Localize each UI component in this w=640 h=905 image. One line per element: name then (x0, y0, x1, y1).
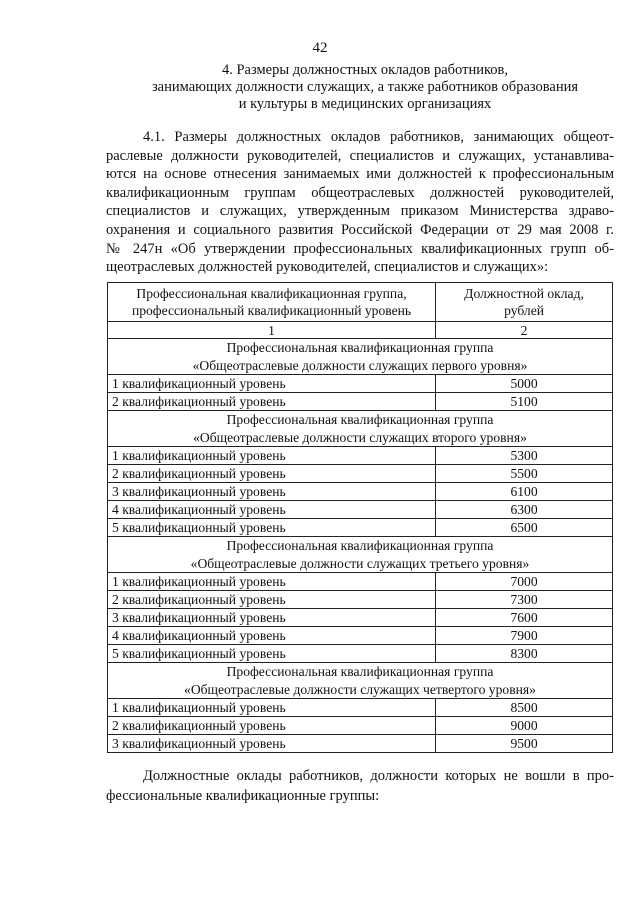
salary-value: 5100 (436, 393, 613, 411)
table-row (108, 627, 613, 645)
intro-line: щеотраслевых должностей руководителей, специалистов и служащих»: (106, 259, 549, 276)
salary-value: 5300 (436, 447, 613, 465)
qualification-level: 2 квалификационный уровень (108, 393, 436, 411)
salary-value: 8500 (436, 699, 613, 717)
salary-value: 5500 (436, 465, 613, 483)
salary-value: 6100 (436, 483, 613, 501)
qualification-level: 3 квалификационный уровень (108, 483, 436, 501)
page-number: 42 (312, 40, 328, 56)
qualification-level: 3 квалификационный уровень (108, 609, 436, 627)
section-heading-line: 4. Размеры должностных окладов работников, (221, 62, 509, 78)
qualification-level: 1 квалификационный уровень (108, 573, 436, 591)
table-row (108, 519, 613, 537)
column-number: 2 (436, 322, 613, 339)
group-title-row (108, 411, 613, 447)
qualification-level: 1 квалификационный уровень (108, 447, 436, 465)
table-row (108, 447, 613, 465)
table-row (108, 735, 613, 753)
salary-value: 9000 (436, 717, 613, 735)
group-title (108, 411, 613, 447)
table-row (108, 609, 613, 627)
section-heading (105, 62, 625, 113)
footer-line: фессиональные квалификационные группы: (106, 788, 380, 804)
group-title-line: Профессиональная квалификационная группа (226, 664, 494, 679)
salary-value: 7300 (436, 591, 613, 609)
group-title-row (108, 339, 613, 375)
salary-table (107, 282, 613, 753)
group-title-line: «Общеотраслевые должности служащих третьего уровня» (190, 555, 530, 571)
qualification-level: 1 квалификационный уровень (108, 375, 436, 393)
group-title-line: Профессиональная квалификационная группа (226, 412, 494, 427)
header-qualification-group: Профессиональная квалификационная группа, профессиональный квалификационный уровень (108, 283, 436, 322)
table-row (108, 465, 613, 483)
header-salary: Должностной оклад, рублей (436, 283, 613, 322)
intro-line: охранения и социального развития Российской Федерации от 29 мая 2008 г. (106, 221, 614, 238)
salary-value: 5000 (436, 375, 613, 393)
table-row (108, 483, 613, 501)
qualification-level: 1 квалификационный уровень (108, 699, 436, 717)
group-title-row (108, 537, 613, 573)
table-row (108, 375, 613, 393)
footer-paragraph (106, 766, 614, 806)
table-row (108, 393, 613, 411)
table-row (108, 699, 613, 717)
group-title-row (108, 663, 613, 699)
group-title (108, 339, 613, 375)
intro-line: раслевые должности руководителей, специалистов и служащих, устанавлива- (106, 147, 614, 164)
qualification-level: 5 квалификационный уровень (108, 519, 436, 537)
column-number: 1 (108, 322, 436, 339)
qualification-level: 2 квалификационный уровень (108, 591, 436, 609)
salary-value: 7000 (436, 573, 613, 591)
intro-line: ются на основе отнесения занимаемых ими должностей к профессиональным (106, 166, 614, 183)
intro-line: № 247н «Об утверждении профессиональных квалификационных групп об- (106, 240, 614, 257)
group-title-line: Профессиональная квалификационная группа (226, 340, 494, 355)
salary-value: 7900 (436, 627, 613, 645)
qualification-level: 4 квалификационный уровень (108, 501, 436, 519)
table-row (108, 573, 613, 591)
qualification-level: 5 квалификационный уровень (108, 645, 436, 663)
intro-line: специалистов и служащих, утвержденным приказом Министерства здраво- (106, 203, 614, 220)
salary-value: 9500 (436, 735, 613, 753)
qualification-level: 2 квалификационный уровень (108, 717, 436, 735)
footer-line: Должностные оклады работников, должности которых не вошли в про- (143, 768, 614, 784)
table-row (108, 645, 613, 663)
section-heading-line: и культуры в медицинских организациях (238, 96, 492, 112)
salary-value: 8300 (436, 645, 613, 663)
table-column-number-row (108, 322, 613, 339)
group-title (108, 537, 613, 573)
group-title-line: «Общеотраслевые должности служащих второго уровня» (193, 429, 527, 445)
table-row (108, 717, 613, 735)
group-title-line: «Общеотраслевые должности служащих четвертого уровня» (184, 681, 536, 697)
intro-paragraph (106, 128, 614, 277)
salary-value: 6300 (436, 501, 613, 519)
intro-line: 4.1. Размеры должностных окладов работников, занимающих общеот- (143, 129, 614, 145)
table-header-row (108, 283, 613, 322)
group-title-line: Профессиональная квалификационная группа (226, 538, 494, 553)
group-title-line: «Общеотраслевые должности служащих первого уровня» (192, 357, 528, 373)
qualification-level: 4 квалификационный уровень (108, 627, 436, 645)
table-row (108, 501, 613, 519)
section-heading-line: занимающих должности служащих, а также работников образования (151, 79, 579, 95)
salary-value: 6500 (436, 519, 613, 537)
qualification-level: 3 квалификационный уровень (108, 735, 436, 753)
salary-value: 7600 (436, 609, 613, 627)
intro-line: квалификационным группам общеотраслевых должностей руководителей, (106, 184, 614, 201)
group-title (108, 663, 613, 699)
qualification-level: 2 квалификационный уровень (108, 465, 436, 483)
table-row (108, 591, 613, 609)
